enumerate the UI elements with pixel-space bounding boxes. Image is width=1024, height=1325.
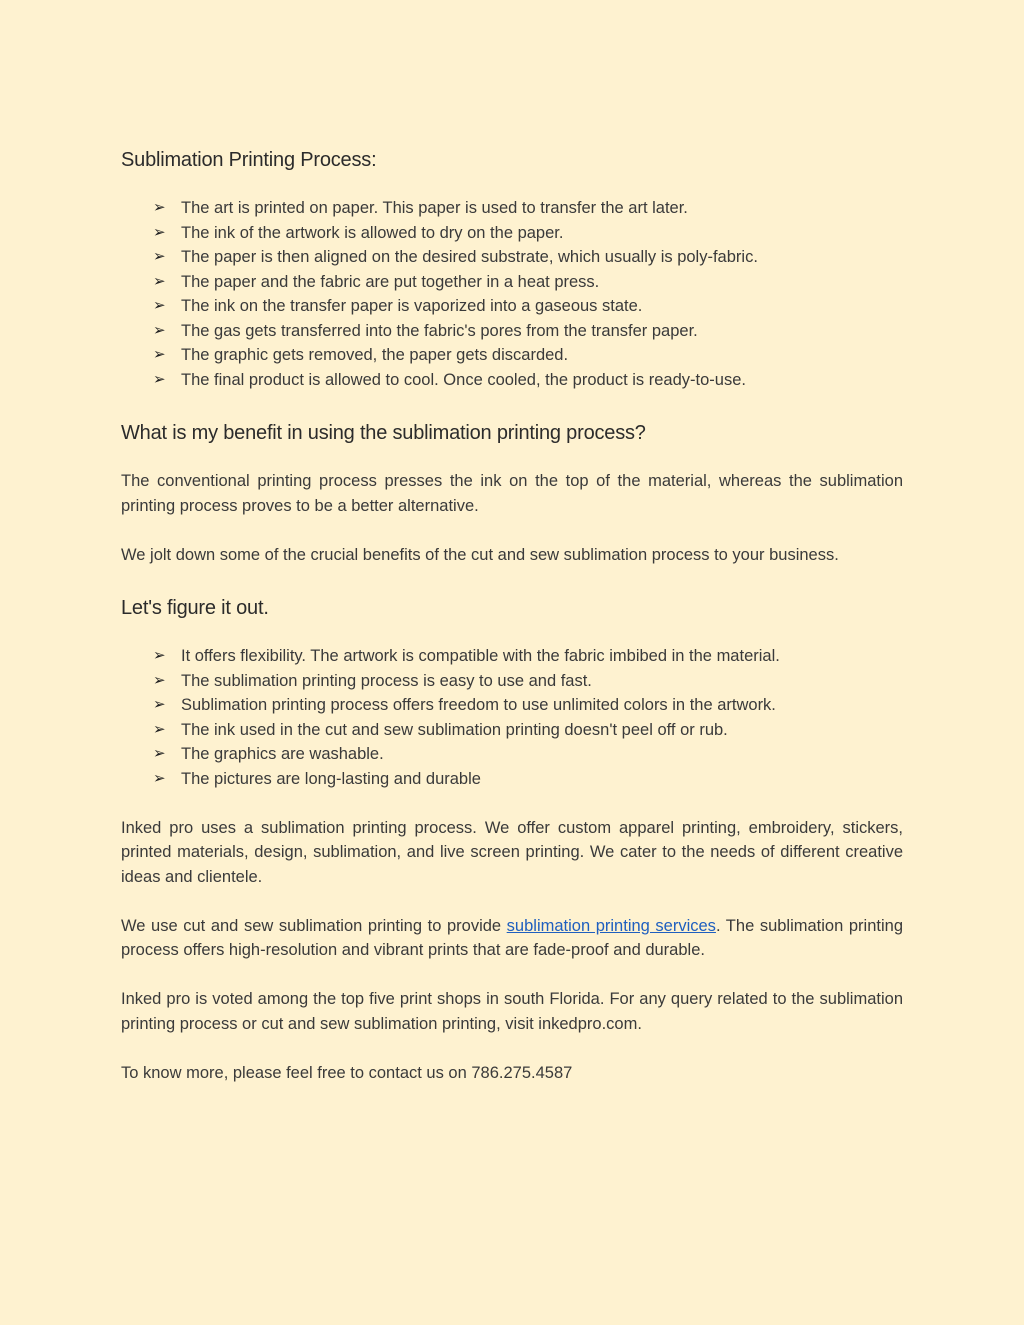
arrowhead-bullet-icon: ➢ bbox=[153, 647, 166, 664]
list-item bbox=[153, 245, 903, 270]
arrowhead-bullet-icon: ➢ bbox=[153, 370, 166, 388]
arrowhead-bullet-icon: ➢ bbox=[153, 321, 166, 339]
services-text-before-link: We use cut and sew sublimation printing to provide bbox=[121, 916, 507, 935]
arrowhead-bullet-icon: ➢ bbox=[153, 696, 166, 713]
list-item bbox=[153, 742, 903, 767]
list-item-text: The ink used in the cut and sew sublimation printing doesn't peel off or rub. bbox=[181, 720, 728, 739]
list-item-text: The paper is then aligned on the desired substrate, which usually is poly-fabric. bbox=[181, 248, 758, 266]
arrowhead-bullet-icon: ➢ bbox=[153, 223, 166, 241]
list-item bbox=[153, 669, 903, 694]
sublimation-services-link[interactable]: sublimation printing services bbox=[506, 916, 716, 935]
process-steps-list bbox=[121, 196, 903, 392]
services-paragraph bbox=[121, 914, 903, 963]
arrowhead-bullet-icon: ➢ bbox=[153, 272, 166, 290]
process-heading: Sublimation Printing Process: bbox=[121, 149, 377, 171]
benefit-summary-paragraph: We jolt down some of the crucial benefits of the cut and sew sublimation process to your business. bbox=[121, 545, 839, 564]
list-item bbox=[153, 693, 903, 718]
list-item-text: It offers flexibility. The artwork is compatible with the fabric imbibed in the material. bbox=[181, 647, 780, 665]
list-item-text: The ink of the artwork is allowed to dry on the paper. bbox=[181, 223, 564, 242]
list-item bbox=[153, 368, 903, 393]
list-item bbox=[153, 270, 903, 295]
list-item bbox=[153, 319, 903, 344]
list-item bbox=[153, 767, 903, 792]
about-paragraph: Inked pro uses a sublimation printing process. We offer custom apparel printing, embroidery, stickers, printed materials, design, sublimation, and live screen printing. We cater to the needs of different creative ideas and clientele. bbox=[121, 818, 903, 886]
list-item-text: The art is printed on paper. This paper is used to transfer the art later. bbox=[181, 199, 688, 217]
benefits-list bbox=[121, 644, 903, 791]
list-item-text: The graphic gets removed, the paper gets discarded. bbox=[181, 346, 569, 364]
list-item-text: The paper and the fabric are put together in a heat press. bbox=[181, 272, 600, 291]
list-item bbox=[153, 644, 903, 669]
list-item bbox=[153, 196, 903, 221]
list-item bbox=[153, 718, 903, 743]
arrowhead-bullet-icon: ➢ bbox=[153, 671, 166, 689]
voted-paragraph: Inked pro is voted among the top five print shops in south Florida. For any query related to the sublimation printing process or cut and sew sublimation printing, visit inkedpro.com. bbox=[121, 990, 903, 1033]
benefit-heading: What is my benefit in using the sublimation printing process? bbox=[121, 422, 646, 444]
arrowhead-bullet-icon: ➢ bbox=[153, 769, 166, 787]
list-item-text: The sublimation printing process is easy to use and fast. bbox=[181, 671, 592, 690]
contact-paragraph: To know more, please feel free to contact us on 786.275.4587 bbox=[121, 1063, 573, 1082]
list-item-text: The gas gets transferred into the fabric's pores from the transfer paper. bbox=[181, 321, 698, 340]
arrowhead-bullet-icon: ➢ bbox=[153, 199, 166, 216]
list-item-text: The graphics are washable. bbox=[181, 745, 384, 763]
figure-heading: Let's figure it out. bbox=[121, 597, 269, 619]
arrowhead-bullet-icon: ➢ bbox=[153, 297, 166, 314]
benefit-intro-paragraph: The conventional printing process presses the ink on the top of the material, whereas the sublimation printing process proves to be a better alternative. bbox=[121, 472, 903, 515]
list-item-text: Sublimation printing process offers freedom to use unlimited colors in the artwork. bbox=[181, 696, 776, 714]
arrowhead-bullet-icon: ➢ bbox=[153, 745, 166, 762]
list-item-text: The ink on the transfer paper is vaporized into a gaseous state. bbox=[181, 297, 643, 315]
list-item bbox=[153, 221, 903, 246]
arrowhead-bullet-icon: ➢ bbox=[153, 720, 166, 738]
services-text-after-link: . The sublimation printing process offers high-resolution and vibrant prints that are fade-proof and durable. bbox=[121, 916, 903, 959]
list-item bbox=[153, 343, 903, 368]
list-item-text: The pictures are long-lasting and durable bbox=[181, 769, 481, 788]
list-item bbox=[153, 294, 903, 319]
arrowhead-bullet-icon: ➢ bbox=[153, 248, 166, 265]
arrowhead-bullet-icon: ➢ bbox=[153, 346, 166, 363]
list-item-text: The final product is allowed to cool. Once cooled, the product is ready-to-use. bbox=[181, 370, 746, 389]
